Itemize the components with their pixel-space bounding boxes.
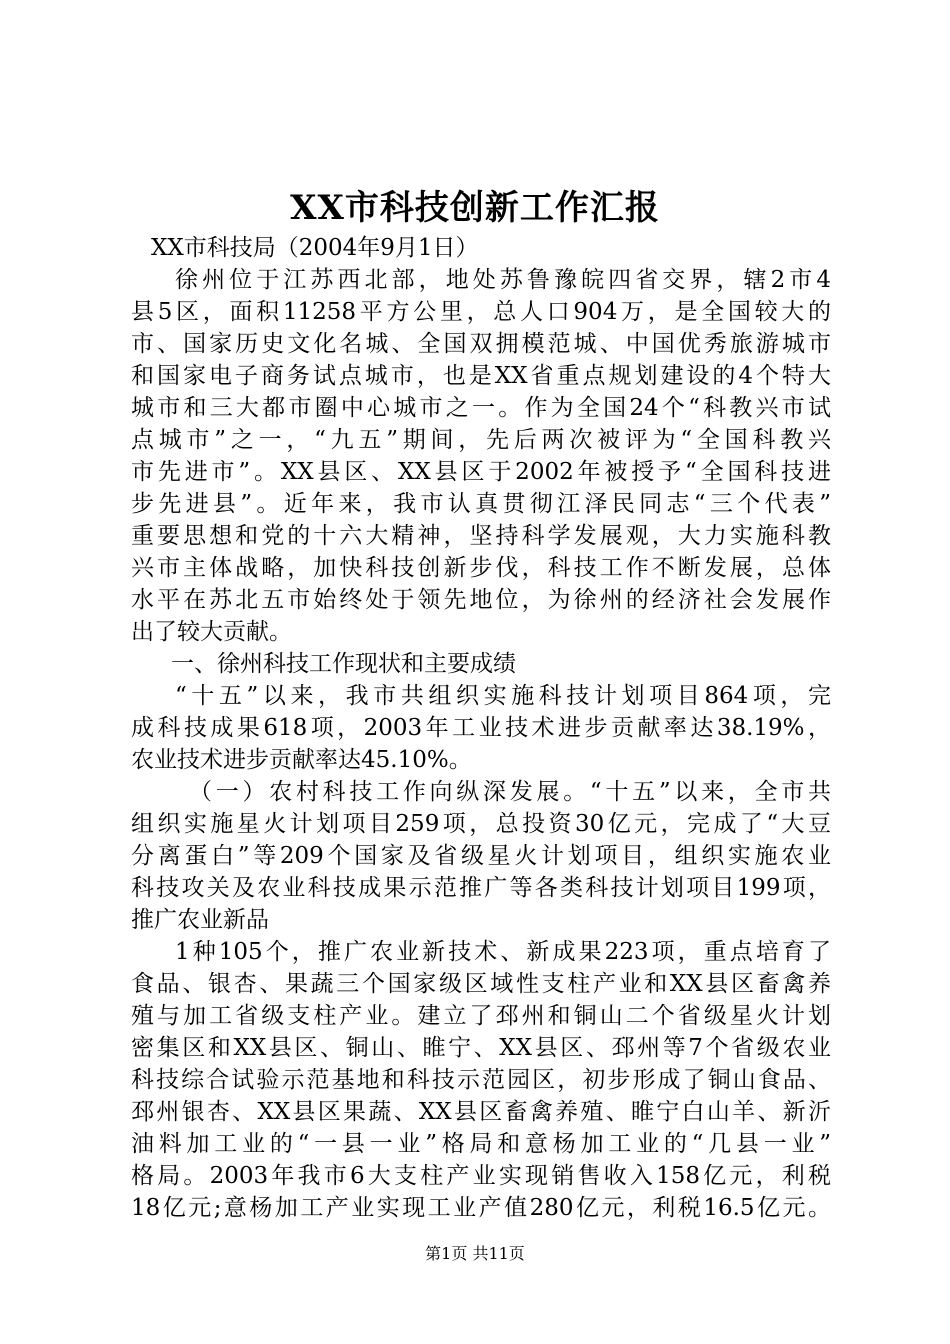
paragraph-line: 18亿元;意杨加工产业实现工业产值280亿元，利税16.5亿元。 [131, 1195, 831, 1221]
paragraph-line: 步先进县”。近年来，我市认真贯彻江泽民同志“三个代表” [131, 491, 831, 517]
paragraph-line: 分离蛋白”等209个国家及省级星火计划项目，组织实施农业 [131, 843, 831, 869]
paragraph-line: 邳州银杏、XX县区果蔬、XX县区畜禽养殖、睢宁白山羊、新沂 [131, 1099, 831, 1125]
paragraph-line: 密集区和XX县区、铜山、睢宁、XX县区、邳州等7个省级农业 [131, 1035, 831, 1061]
paragraph-line: 徐州位于江苏西北部，地处苏鲁豫皖四省交界，辖2市4 [175, 267, 831, 293]
document-body [131, 232, 831, 1224]
paragraph-line: “十五”以来，我市共组织实施科技计划项目864项，完 [175, 683, 831, 709]
document-title: XX市科技创新工作汇报 [290, 188, 660, 228]
paragraph-line: 组织实施星火计划项目259项，总投资30亿元，完成了“大豆 [131, 811, 831, 837]
author-date-line: XX市科技局（2004年9月1日） [151, 235, 479, 261]
section-heading: 一、徐州科技工作现状和主要成绩 [171, 651, 516, 677]
page-footer: 第1页 共11页 [425, 1244, 525, 1263]
paragraph-line: 市、国家历史文化名城、全国双拥模范城、中国优秀旅游城市 [131, 331, 831, 357]
paragraph-line: 油料加工业的“一县一业”格局和意杨加工业的“几县一业” [131, 1131, 831, 1157]
paragraph-line: 和国家电子商务试点城市，也是XX省重点规划建设的4个特大 [131, 363, 831, 389]
paragraph-line: 1种105个，推广农业新技术、新成果223项，重点培育了 [175, 939, 831, 965]
paragraph-line: 重要思想和党的十六大精神，坚持科学发展观，大力实施科教 [131, 523, 831, 549]
paragraph-line: 格局。2003年我市6大支柱产业实现销售收入158亿元，利税 [131, 1163, 831, 1189]
paragraph-line: （一）农村科技工作向纵深发展。“十五”以来，全市共 [189, 779, 831, 805]
paragraph-line: 城市和三大都市圈中心城市之一。作为全国24个“科教兴市试 [131, 395, 831, 421]
paragraph-line: 市先进市”。XX县区、XX县区于2002年被授予“全国科技进 [131, 459, 831, 485]
paragraph-line: 出了较大贡献。 [131, 619, 292, 645]
paragraph-line: 点城市”之一，“九五”期间，先后两次被评为“全国科教兴 [131, 427, 831, 453]
paragraph-line: 农业技术进步贡献率达45.10%。 [131, 747, 472, 773]
paragraph-line: 县5区，面积11258平方公里，总人口904万，是全国较大的 [131, 299, 831, 325]
paragraph-line: 科技综合试验示范基地和科技示范园区，初步形成了铜山食品、 [131, 1067, 831, 1093]
paragraph-line: 科技攻关及农业科技成果示范推广等各类科技计划项目199项， [131, 875, 831, 901]
paragraph-line: 水平在苏北五市始终处于领先地位，为徐州的经济社会发展作 [131, 587, 831, 613]
paragraph-line: 兴市主体战略，加快科技创新步伐，科技工作不断发展，总体 [131, 555, 831, 581]
paragraph-line: 成科技成果618项，2003年工业技术进步贡献率达38.19%， [131, 715, 831, 741]
paragraph-line: 食品、银杏、果蔬三个国家级区域性支柱产业和XX县区畜禽养 [131, 971, 831, 997]
paragraph-line: 推广农业新品 [131, 907, 269, 933]
paragraph-line: 殖与加工省级支柱产业。建立了邳州和铜山二个省级星火计划 [131, 1003, 831, 1029]
